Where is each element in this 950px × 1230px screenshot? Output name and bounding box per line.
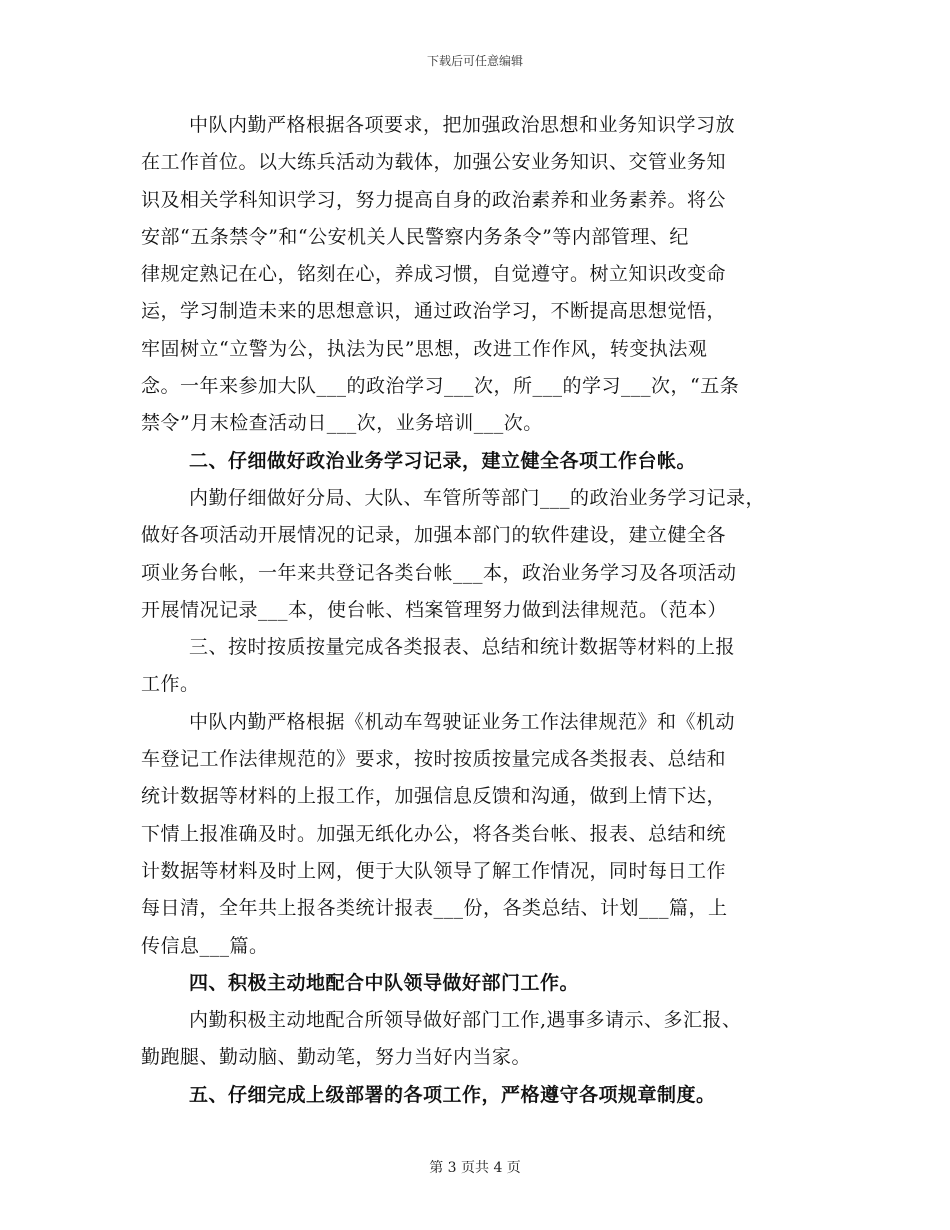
text-line: 传信息___篇。 (141, 934, 269, 957)
section-heading: 四、积极主动地配合中队领导做好部门工作。 (189, 971, 580, 994)
text-line: 勤跑腿、勤动脑、勤动笔，努力当好内当家。 (141, 1046, 532, 1069)
text-line: 牢固树立“立警为公，执法为民”思想，改进工作作风，转变执法观 (141, 337, 708, 360)
text-line: 统计数据等材料的上报工作，加强信息反馈和沟通，做到上情下达， (141, 785, 727, 808)
page-number: 第 3 页共 4 页 (429, 1160, 521, 1176)
text-line: 内勤仔细做好分局、大队、车管所等部门___的政治业务学习记录， (189, 486, 766, 509)
text-line: 开展情况记录___本，使台帐、档案管理努力做到法律规范。（范本） (141, 598, 728, 621)
text-line: 车登记工作法律规范的》要求，按时按质按量完成各类报表、总结和 (141, 748, 727, 771)
text-line: 每日清，全年共上报各类统计报表___份，各类总结、计划___篇，上 (141, 897, 728, 920)
text-line: 做好各项活动开展情况的记录，加强本部门的软件建设，建立健全各 (141, 524, 727, 547)
text-line: 下情上报准确及时。加强无纸化办公，将各类台帐、报表、总结和统 (141, 822, 727, 845)
text-line: 念。一年来参加大队___的政治学习___次，所___的学习___次，“五条 (141, 375, 740, 398)
section-heading: 五、仔细完成上级部署的各项工作，严格遵守各项规章制度。 (189, 1083, 716, 1106)
page-header: 下载后可任意编辑 (426, 54, 523, 68)
text-line: 计数据等材料及时上网，便于大队领导了解工作情况，同时每日工作 (141, 859, 727, 882)
text-line: 项业务台帐，一年来共登记各类台帐___本，政治业务学习及各项活动 (141, 561, 737, 584)
text-line: 禁令”月末检查活动日___次，业务培训___次。 (141, 412, 543, 435)
text-line: 安部“五条禁令”和“公安机关人民警察内务条令”等内部管理、纪 (141, 225, 689, 248)
text-line: 中队内勤严格根据《机动车驾驶证业务工作法律规范》和《机动 (189, 710, 736, 733)
text-line: 运，学习制造未来的思想意识，通过政治学习，不断提高思想觉悟， (141, 300, 727, 323)
section-heading: 二、仔细做好政治业务学习记录，建立健全各项工作台帐。 (189, 449, 697, 472)
text-line: 律规定熟记在心，铭刻在心，养成习惯，自觉遵守。树立知识改变命 (141, 263, 727, 286)
text-line: 在工作首位。以大练兵活动为载体，加强公安业务知识、交管业务知 (141, 151, 727, 174)
text-line: 识及相关学科知识学习，努力提高自身的政治素养和业务素养。将公 (141, 188, 727, 211)
text-line: 工作。 (141, 673, 200, 696)
text-line: 内勤积极主动地配合所领导做好部门工作,遇事多请示、多汇报、 (189, 1009, 742, 1032)
document-body (141, 107, 801, 1114)
text-line: 三、按时按质按量完成各类报表、总结和统计数据等材料的上报 (189, 636, 736, 659)
text-line: 中队内勤严格根据各项要求，把加强政治思想和业务知识学习放 (189, 114, 736, 136)
